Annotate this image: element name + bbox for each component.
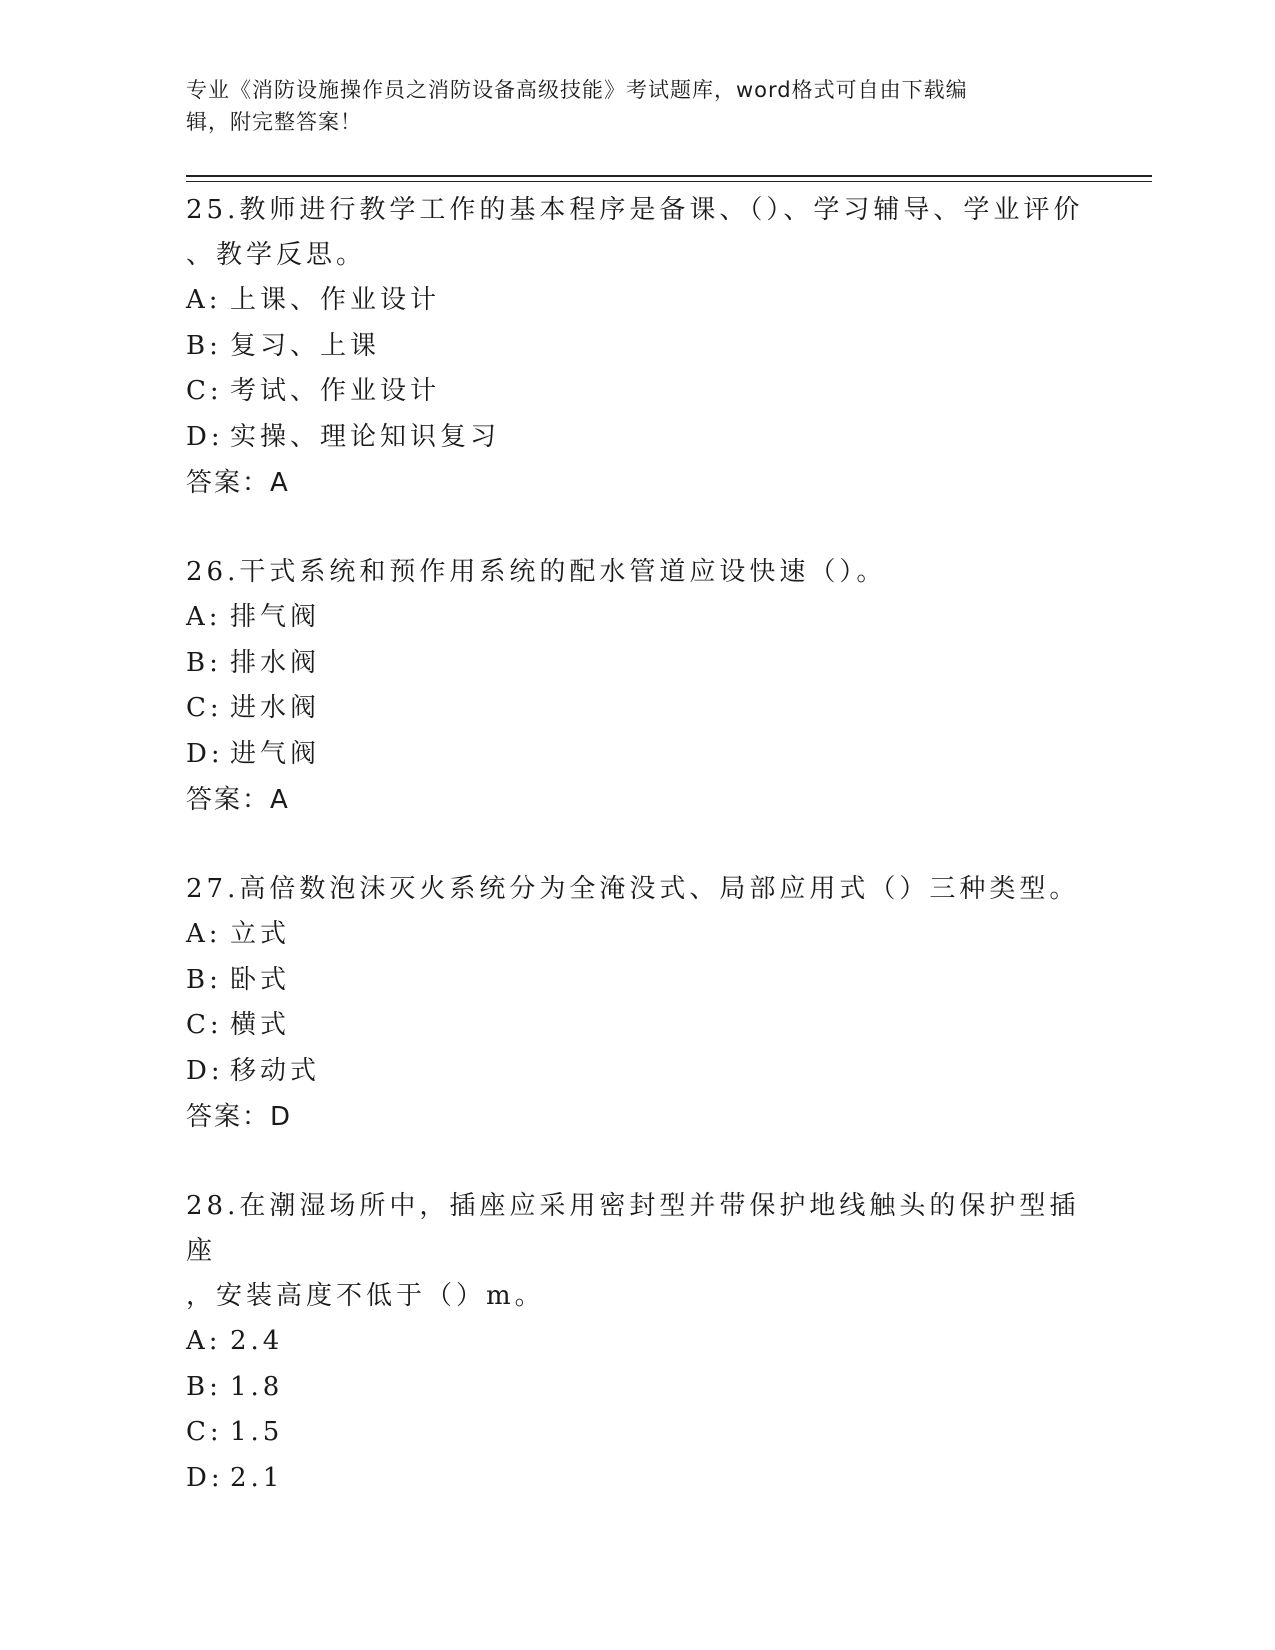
question-stem-line: 27.高倍数泡沫灭火系统分为全淹没式、局部应用式（）三种类型。 bbox=[186, 874, 1080, 904]
question-option bbox=[186, 369, 1086, 415]
header-line: 专业《消防设施操作员之消防设备高级技能》考试题库，word格式可自由下载编 bbox=[186, 78, 968, 102]
option-text: 移动式 bbox=[230, 1055, 321, 1086]
option-text: 上课、作业设计 bbox=[230, 285, 441, 315]
question-option bbox=[186, 1365, 1086, 1411]
option-key: A: bbox=[186, 602, 222, 632]
document-header bbox=[186, 74, 1066, 138]
option-key: C: bbox=[186, 1010, 223, 1040]
option-key: D: bbox=[186, 738, 224, 769]
question-item bbox=[186, 1184, 1086, 1501]
question-option bbox=[186, 1456, 1086, 1502]
question-option bbox=[186, 1319, 1086, 1365]
option-text: 复习、上课 bbox=[230, 330, 381, 361]
option-text: 卧式 bbox=[230, 964, 291, 995]
header-divider-thin bbox=[186, 181, 1152, 182]
question-option bbox=[186, 324, 1086, 370]
option-key: D: bbox=[186, 1055, 224, 1086]
option-key: C: bbox=[186, 1417, 223, 1447]
answer-line: 答案：A bbox=[186, 468, 290, 498]
question-list bbox=[186, 188, 1086, 1501]
option-key: B: bbox=[186, 964, 222, 995]
option-text: 2.4 bbox=[230, 1326, 284, 1356]
option-key: D: bbox=[186, 1462, 224, 1493]
option-key: C: bbox=[186, 376, 223, 406]
question-option bbox=[186, 732, 1086, 778]
question-option bbox=[186, 1410, 1086, 1456]
question-option bbox=[186, 912, 1086, 958]
question-option bbox=[186, 415, 1086, 461]
option-text: 立式 bbox=[230, 919, 291, 949]
option-text: 2.1 bbox=[230, 1462, 284, 1493]
option-key: C: bbox=[186, 693, 223, 723]
option-text: 进水阀 bbox=[230, 693, 321, 723]
header-divider bbox=[186, 175, 1152, 177]
question-option bbox=[186, 1049, 1086, 1095]
header-line: 辑，附完整答案！ bbox=[186, 110, 362, 134]
question-option bbox=[186, 686, 1086, 732]
option-text: 实操、理论知识复习 bbox=[230, 421, 501, 452]
option-text: 1.8 bbox=[230, 1371, 284, 1402]
option-text: 排水阀 bbox=[230, 647, 321, 678]
option-key: B: bbox=[186, 647, 222, 678]
option-text: 横式 bbox=[230, 1010, 291, 1040]
question-stem-line: 28.在潮湿场所中，插座应采用密封型并带保护地线触头的保护型插座 bbox=[186, 1191, 1080, 1266]
question-stem-line: 、教学反思。 bbox=[186, 240, 367, 270]
option-text: 考试、作业设计 bbox=[230, 376, 441, 406]
question-option bbox=[186, 1003, 1086, 1049]
option-key: A: bbox=[186, 285, 222, 315]
option-key: A: bbox=[186, 1326, 222, 1356]
option-key: B: bbox=[186, 330, 222, 361]
question-option bbox=[186, 595, 1086, 641]
answer-line: 答案：A bbox=[186, 785, 290, 815]
question-spacer bbox=[186, 823, 1086, 867]
answer-line: 答案：D bbox=[186, 1102, 293, 1132]
question-item bbox=[186, 550, 1086, 823]
option-key: B: bbox=[186, 1371, 222, 1402]
question-spacer bbox=[186, 1140, 1086, 1184]
option-text: 1.5 bbox=[230, 1417, 284, 1447]
question-stem-line: 26.干式系统和预作用系统的配水管道应设快速（）。 bbox=[186, 557, 887, 587]
question-stem-line: ，安装高度不低于（）m。 bbox=[186, 1281, 545, 1311]
question-spacer bbox=[186, 506, 1086, 550]
question-option bbox=[186, 278, 1086, 324]
question-option bbox=[186, 958, 1086, 1004]
option-text: 进气阀 bbox=[230, 738, 321, 769]
question-stem-line: 25.教师进行教学工作的基本程序是备课、（）、学习辅导、学业评价 bbox=[186, 195, 1084, 225]
question-item bbox=[186, 188, 1086, 506]
option-text: 排气阀 bbox=[230, 602, 321, 632]
option-key: A: bbox=[186, 919, 222, 949]
option-key: D: bbox=[186, 421, 224, 452]
question-option bbox=[186, 641, 1086, 687]
question-item bbox=[186, 867, 1086, 1140]
